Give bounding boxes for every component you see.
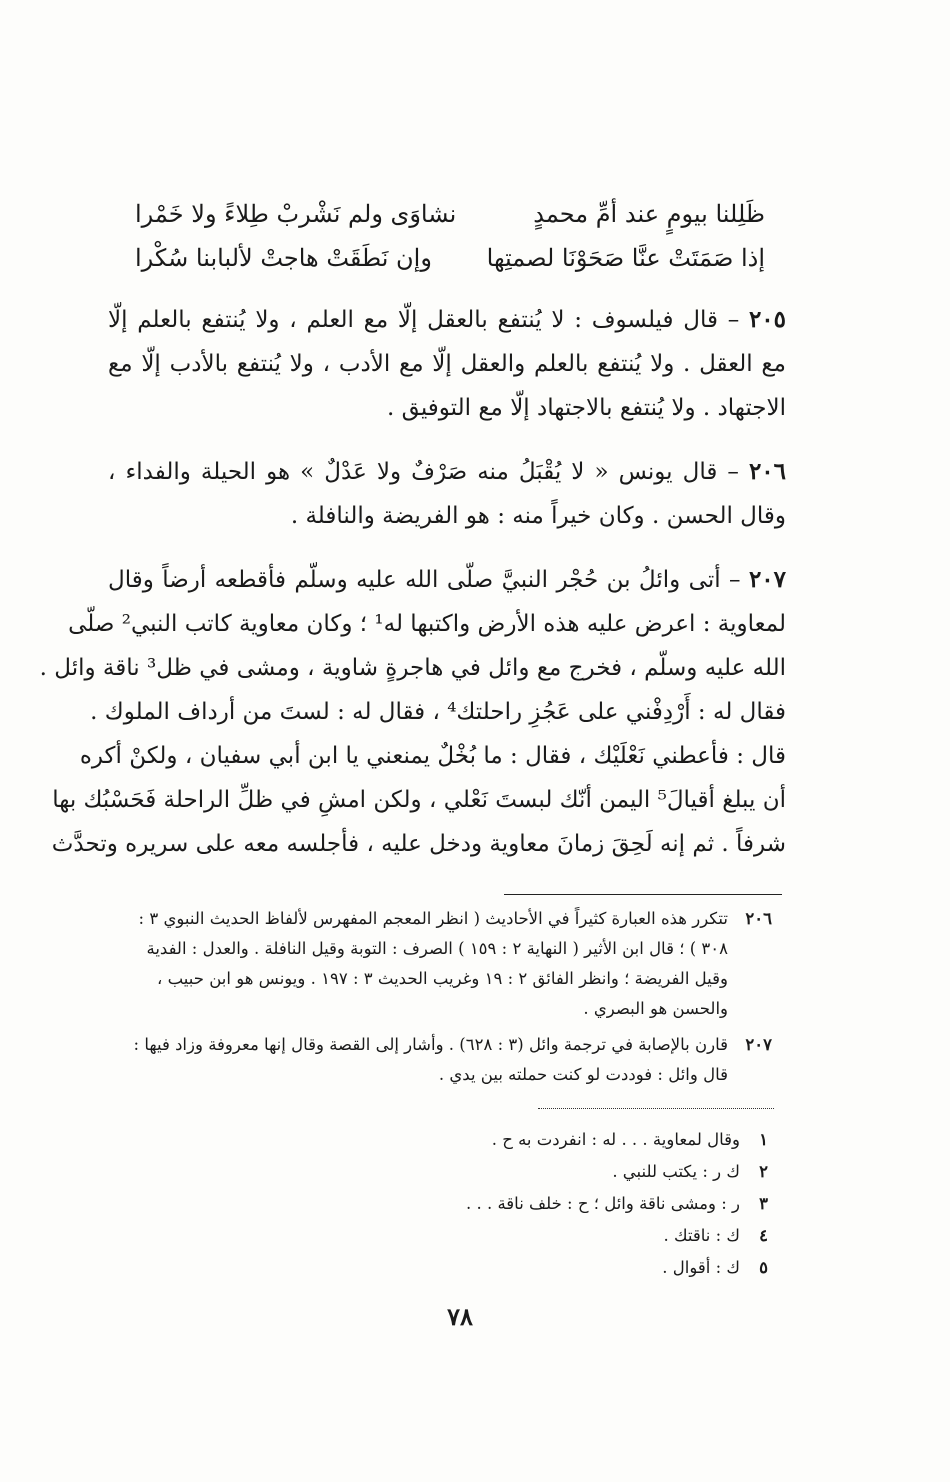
paragraph-207 — [39, 558, 787, 866]
paragraph-206 — [108, 450, 786, 538]
verse-second-hemistich: وإن نَطَقَتْ هاجتْ لألبابنا سُكْرا — [135, 244, 432, 272]
paragraph-line: الله عليه وسلّم ، فخرج مع وائل في هاجرةٍ شاوية ، ومشى في ظل³ ناقة وائل . — [39, 655, 786, 681]
variant-text: ك : ناقتك . — [663, 1226, 740, 1245]
poem — [135, 192, 765, 280]
verse-first-hemistich: إذا صَمَتَتْ عنَّا صَحَوْنَا لصمتِها — [486, 244, 765, 272]
paragraph-205 — [108, 298, 786, 430]
paragraph-line: مع العقل . ولا يُنتفع بالعلم والعقل إلّا مع الأدب ، ولا يُنتفع بالأدب إلّا مع — [108, 351, 786, 377]
variants-divider — [538, 1108, 774, 1109]
note-line: ٣٠٨ ) ؛ قال ابن الأثير ( النهاية ٢ : ١٥٩ ) الصرف : التوبة وقيل النافلة . والعدل : الفدية — [146, 939, 728, 958]
variant-text: وقال لمعاوية . . . له : انفردت به ح . — [491, 1130, 740, 1149]
note-line: تتكرر هذه العبارة كثيراً في الأحاديث ( انظر المعجم المفهرس لألفاظ الحديث النبوي ٣ : — [138, 909, 728, 928]
variant-item — [380, 1252, 768, 1284]
paragraph-line: شرفاً . ثم إنه لَحِقَ زمانَ معاوية ودخل عليه ، فأجلسه معه على سريره وتحدَّث — [51, 831, 786, 857]
variant-number: ١ — [759, 1130, 768, 1149]
note-207 — [112, 1030, 772, 1090]
verse-first-hemistich: ظَلِلنا بيومٍ عند أمِّ محمدٍ — [533, 200, 765, 228]
variant-number: ٥ — [759, 1258, 768, 1277]
page-number: ٧٨ — [447, 1302, 473, 1331]
variant-item — [380, 1188, 768, 1220]
variant-number: ٢ — [759, 1162, 768, 1181]
paragraph-line: أن يبلغ أقيالَ⁵ اليمن أنّك لبستَ نَعْلي ، ولكن امشِ في ظلِّ الراحلة فَحَسْبُك بها — [52, 787, 786, 813]
variant-number: ٣ — [759, 1194, 768, 1213]
paragraph-line: قال : فأعطني نَعْلَيْك ، فقال : ما بُخْلٌ يمنعني يا ابن أبي سفيان ، ولكنْ أكره — [79, 743, 786, 769]
variant-text: ر : ومشى ناقة وائل ؛ ح : خلف ناقة . . . — [465, 1194, 740, 1213]
note-line: وقيل الفريضة ؛ وانظر الفائق ٢ : ١٩ وغريب الحديث ٣ : ١٩٧ . ويونس هو ابن حبيب ، — [157, 969, 728, 988]
variant-item — [380, 1124, 768, 1156]
paragraph-line: فقال له : أَرْدِفْني على عَجُزِ راحلتك⁴ ، فقال له : لستَ من أرداف الملوك . — [90, 699, 786, 725]
note-body — [112, 1030, 728, 1090]
footnote-divider — [504, 894, 782, 895]
paragraph-line — [108, 558, 786, 602]
note-number: ٢٠٧ — [745, 1035, 772, 1054]
paragraph-line — [108, 450, 786, 494]
note-line: قال وائل : فوددت لو كنت حملته بين يدي . — [438, 1065, 728, 1084]
note-line: والحسن هو البصري . — [583, 999, 728, 1018]
paragraph-text: – أتى وائلُ بن حُجْر النبيَّ صلّى الله عليه وسلّم فأقطعه أرضاً وقال — [108, 567, 741, 593]
paragraph-line: لمعاوية : اعرض عليه هذه الأرض واكتبها له¹ ؛ وكان معاوية كاتب النبي² صلّى — [68, 611, 786, 637]
paragraph-text: – قال يونس « لا يُقْبَلُ منه صَرْفٌ ولا عَدْلٌ » هو الحيلة والفداء ، — [108, 459, 739, 485]
paragraph-line: الاجتهاد . ولا يُنتفع بالاجتهاد إلّا مع التوفيق . — [387, 395, 786, 421]
poem-verse — [135, 192, 765, 236]
paragraph-number: ٢٠٥ — [748, 306, 787, 333]
variant-number: ٤ — [759, 1226, 768, 1245]
variant-item — [380, 1156, 768, 1188]
note-206 — [112, 904, 772, 1024]
paragraph-number: ٢٠٧ — [748, 566, 787, 593]
commentary-notes — [112, 904, 772, 1090]
variant-item — [380, 1220, 768, 1252]
paragraph-text: – قال فيلسوف : لا يُنتفع بالعقل إلّا مع العلم ، ولا يُنتفع بالعلم إلّا — [108, 307, 740, 333]
note-body — [112, 904, 728, 1024]
variant-readings — [380, 1124, 768, 1284]
paragraph-line — [108, 298, 786, 342]
note-number: ٢٠٦ — [745, 909, 772, 928]
verse-second-hemistich: نشاوَى ولم نَشْربْ طِلاءً ولا خَمْرا — [135, 200, 457, 228]
poem-verse — [135, 236, 765, 280]
note-line: قارن بالإصابة في ترجمة وائل (٣ : ٦٢٨) . وأشار إلى القصة وقال إنها معروفة وزاد فيها : — [133, 1035, 728, 1054]
variant-text: ك ر : يكتب للنبي . — [612, 1162, 740, 1181]
paragraph-line: وقال الحسن . وكان خيراً منه : هو الفريضة والنافلة . — [290, 503, 786, 529]
paragraph-number: ٢٠٦ — [748, 458, 786, 485]
variant-text: ك : أقوال . — [662, 1258, 740, 1277]
